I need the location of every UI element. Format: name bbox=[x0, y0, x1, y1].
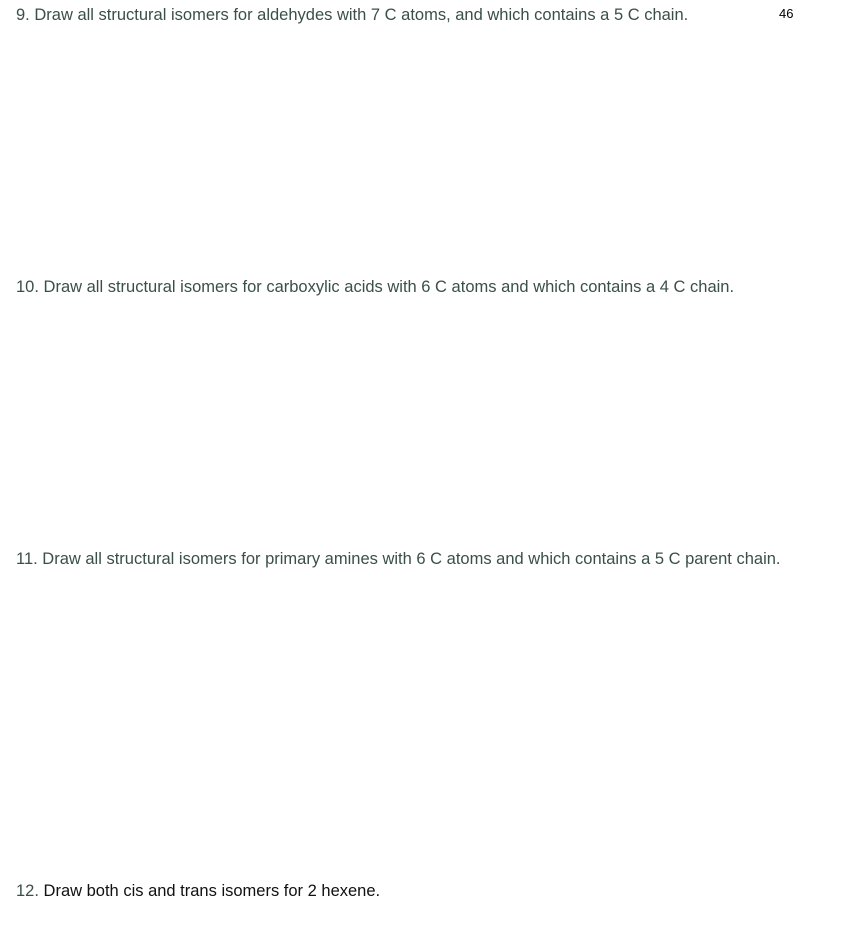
question-number: 11. bbox=[16, 550, 43, 568]
question-9 bbox=[16, 5, 688, 25]
question-text: Draw both cis and trans isomers for 2 hexene. bbox=[43, 882, 381, 900]
question-text: Draw all structural isomers for primary amines with 6 C atoms and which contains a 5 C parent chain. bbox=[42, 550, 781, 568]
question-10 bbox=[16, 277, 734, 297]
page-number: 46 bbox=[779, 6, 794, 21]
question-number: 9. bbox=[16, 6, 35, 24]
question-12 bbox=[16, 881, 380, 901]
question-text: Draw all structural isomers for aldehydes with 7 C atoms, and which contains a 5 C chain. bbox=[34, 6, 689, 24]
question-number: 12. bbox=[16, 882, 44, 900]
question-text: Draw all structural isomers for carboxylic acids with 6 C atoms and which contains a 4 C chain. bbox=[43, 278, 735, 296]
question-number: 10. bbox=[16, 278, 44, 296]
question-11 bbox=[16, 549, 781, 569]
